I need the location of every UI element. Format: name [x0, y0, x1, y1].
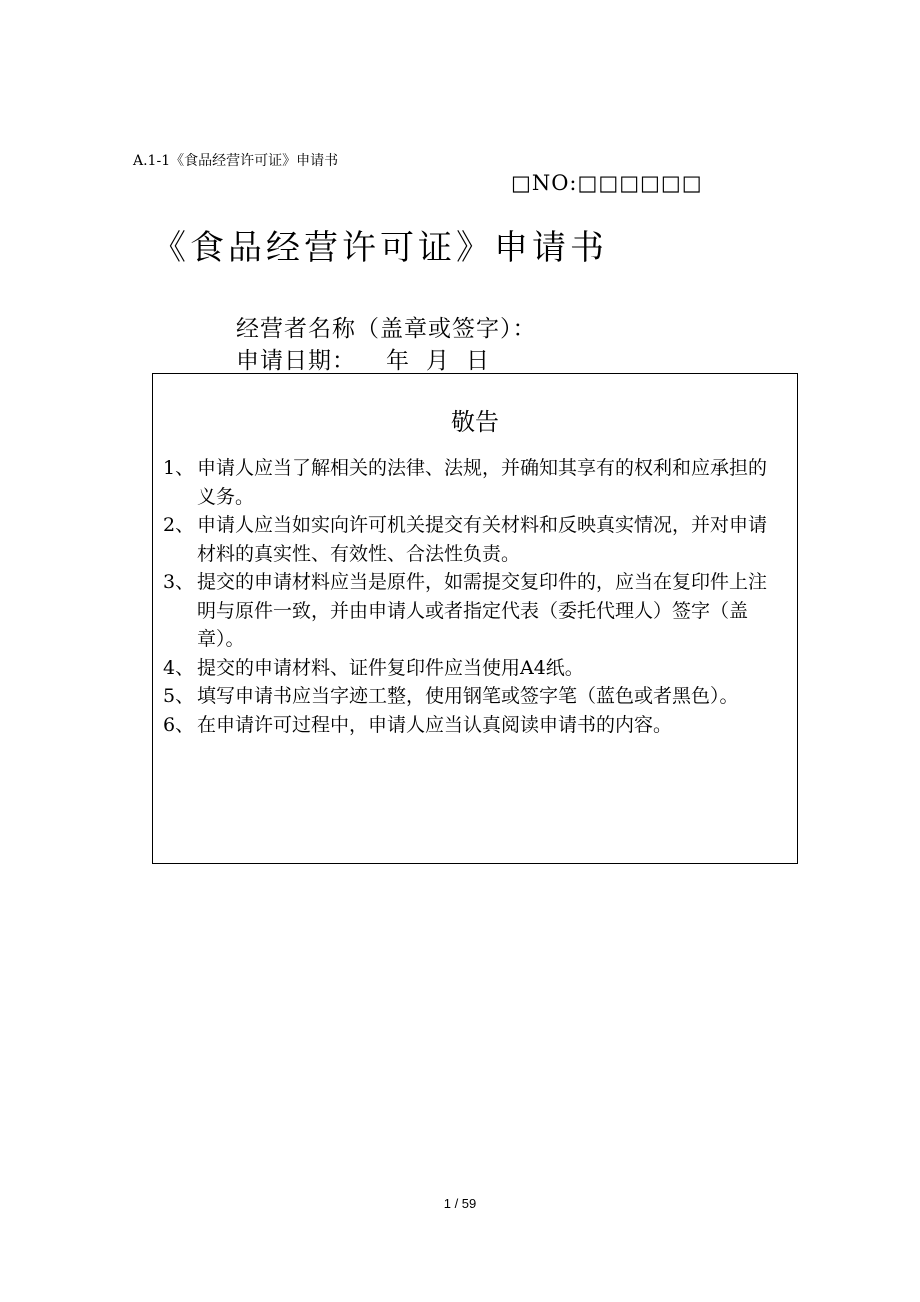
- notice-item-text: 申请人应当如实向许可机关提交有关材料和反映真实情况，并对申请材料的真实性、有效性、合法性负责。: [197, 514, 768, 565]
- notice-title: 敬告: [451, 408, 499, 436]
- application-date-field: [236, 342, 490, 375]
- notice-item-number: 6、: [163, 713, 195, 736]
- notice-item: [163, 711, 783, 740]
- notice-item-text: 填写申请书应当字迹工整，使用钢笔或签字笔（蓝色或者黑色）。: [197, 685, 739, 707]
- notice-item-number: 3、: [163, 571, 195, 593]
- page-title: 《食品经营许可证》申请书: [152, 228, 608, 268]
- operator-name-field: 经营者名称（盖章或签字）：: [236, 316, 537, 342]
- page-number: 1 / 59: [443, 1196, 477, 1211]
- notice-item-text: 提交的申请材料应当是原件，如需提交复印件的，应当在复印件上注明与原件一致，并由申请人或者指定代表（委托代理人）签字（盖章）。: [197, 571, 768, 650]
- date-year-label: 年: [386, 348, 410, 374]
- notice-item-number: 4、: [163, 656, 195, 679]
- document-reference: A.1-1《食品经营许可证》申请书: [133, 153, 339, 169]
- notice-item: [163, 654, 783, 683]
- notice-item-number: 2、: [163, 514, 195, 536]
- notice-item-number: 5、: [163, 685, 195, 707]
- notice-item: [163, 454, 783, 511]
- notice-item-text: 提交的申请材料、证件复印件应当使用A4纸。: [197, 656, 584, 679]
- application-number: □NO:□□□□□□: [511, 171, 703, 195]
- notice-item: [163, 682, 783, 711]
- notice-item-text: 申请人应当了解相关的法律、法规，并确知其享有的权利和应承担的义务。: [197, 457, 768, 508]
- application-date-label: 申请日期：: [236, 348, 356, 374]
- notice-item: [163, 511, 783, 568]
- notice-item-text: 在申请许可过程中，申请人应当认真阅读申请书的内容。: [197, 713, 673, 736]
- notice-list: [163, 454, 783, 739]
- notice-item-number: 1、: [163, 457, 195, 479]
- notice-item: [163, 568, 783, 654]
- notice-box: [152, 373, 798, 864]
- date-day-label: 日: [466, 348, 490, 374]
- date-month-label: 月: [426, 348, 450, 374]
